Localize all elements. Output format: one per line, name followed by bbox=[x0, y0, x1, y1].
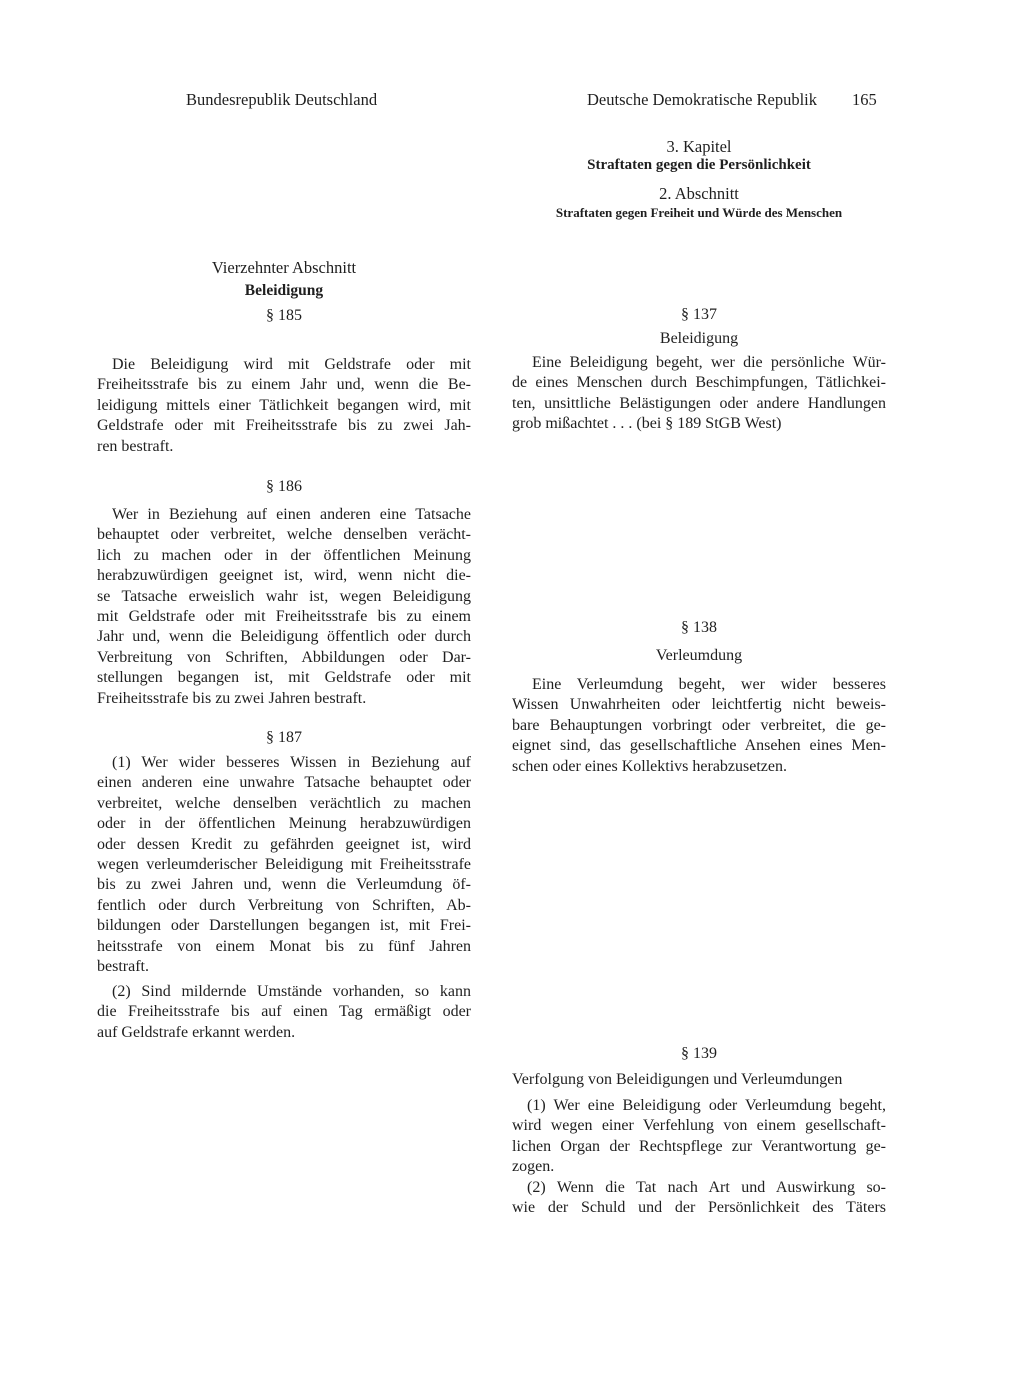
p139-para1 bbox=[512, 1096, 886, 1178]
text-line: Freiheitsstrafe bis zu zwei Jahren bestraft. bbox=[97, 689, 367, 707]
text-line: oder in der öffentlichen Meinung herabzuwürdigen bbox=[97, 815, 471, 833]
text-line: lichen Organ der Rechtspflege zur Verantwortung ge- bbox=[512, 1137, 886, 1155]
p139-para2 bbox=[512, 1178, 886, 1219]
p185-text bbox=[97, 355, 471, 457]
text-line: (2) Sind mildernde Umstände vorhanden, so kann bbox=[112, 983, 471, 1000]
text-line: eignet sind, das gesellschaftliche Ansehen eines Men- bbox=[512, 737, 886, 755]
text-line: schen oder eines Kollektivs herabzusetzen. bbox=[512, 757, 788, 775]
text-line: Freiheitsstrafe bis zu einem Jahr und, wenn die Be- bbox=[97, 376, 471, 394]
header-left: Bundesrepublik Deutschland bbox=[186, 90, 378, 109]
text-line: de eines Menschen durch Beschimpfungen, Tätlichkei- bbox=[512, 374, 886, 392]
p138-text bbox=[512, 675, 886, 777]
p187-para2 bbox=[97, 982, 471, 1043]
text-line: mit Geldstrafe oder mit Freiheitsstrafe bis zu einem bbox=[97, 608, 471, 626]
p187-heading: § 187 bbox=[266, 729, 302, 746]
p187-para1 bbox=[97, 753, 471, 977]
text-line: Wer in Beziehung auf einen anderen eine Tatsache bbox=[112, 506, 471, 523]
text-line: (1) Wer wider besseres Wissen in Beziehung auf bbox=[112, 754, 471, 771]
text-line: stellungen begangen ist, mit Geldstrafe oder mit bbox=[97, 669, 471, 687]
text-line: lich zu machen oder in der öffentlichen Meinung bbox=[97, 546, 471, 564]
p137-text bbox=[512, 353, 886, 435]
text-line: ren bestraft. bbox=[97, 437, 174, 455]
text-line: verbreitet, welche denselben verächtlich zu machen bbox=[97, 794, 471, 812]
section-number: 2. Abschnitt bbox=[659, 184, 739, 203]
text-line: behauptet oder verbreitet, welche denselben verächt- bbox=[97, 526, 471, 544]
text-line: herabzuwürdigen geeignet ist, wird, wenn nicht die- bbox=[97, 567, 471, 585]
text-line: Geldstrafe oder mit Freiheitsstrafe bis zu zwei Jah- bbox=[97, 417, 471, 435]
p138-heading: § 138 bbox=[681, 619, 717, 636]
text-line: einen anderen eine unwahre Tatsache behauptet oder bbox=[97, 774, 471, 792]
text-line: die Freiheitsstrafe bis auf einen Tag ermäßigt oder bbox=[97, 1003, 471, 1021]
text-line: bis zu zwei Jahren und, wenn die Verleumdung öf- bbox=[97, 876, 471, 894]
text-line: Eine Verleumdung begeht, wer wider besseres bbox=[532, 676, 886, 693]
chapter-number: 3. Kapitel bbox=[666, 137, 732, 156]
p186-heading: § 186 bbox=[266, 478, 302, 495]
text-line: bildungen oder Darstellungen begangen ist, mit Frei- bbox=[97, 917, 471, 935]
p139-heading: § 139 bbox=[681, 1045, 717, 1062]
text-line: (2) Wenn die Tat nach Art und Auswirkung so- bbox=[527, 1179, 886, 1196]
text-line: Jahr und, wenn die Beleidigung öffentlich oder durch bbox=[97, 628, 471, 646]
p185-heading: § 185 bbox=[266, 307, 302, 324]
text-line: fentlich oder durch Verbreitung von Schriften, Ab- bbox=[97, 896, 471, 914]
text-line: heitsstrafe von einem Monat bis zu fünf Jahren bbox=[97, 937, 471, 955]
p137-title: Beleidigung bbox=[659, 330, 739, 347]
text-line: Die Beleidigung wird mit Geldstrafe oder mit bbox=[112, 356, 471, 373]
p139-title: Verfolgung von Beleidigungen und Verleumdungen bbox=[512, 1071, 843, 1088]
p186-text bbox=[97, 505, 471, 709]
left-section-subtitle: Beleidigung bbox=[244, 282, 324, 299]
section-title: Straftaten gegen Freiheit und Würde des Menschen bbox=[555, 205, 843, 220]
text-line: bare Behauptungen vorbringt oder verbreitet, die ge- bbox=[512, 716, 886, 734]
text-line: grob mißachtet . . . (bei § 189 StGB West) bbox=[512, 415, 782, 433]
text-line: Eine Beleidigung begeht, wer die persönliche Wür- bbox=[532, 354, 886, 371]
text-line: oder dessen Kredit zu gefährden geeignet ist, wird bbox=[97, 835, 471, 853]
p137-heading: § 137 bbox=[681, 306, 717, 323]
text-line: wegen verleumderischer Beleidigung mit Freiheitsstrafe bbox=[97, 856, 471, 874]
chapter-title: Straftaten gegen die Persönlichkeit bbox=[587, 157, 811, 173]
text-line: Wissen Unwahrheiten oder leichtfertig nicht beweis- bbox=[512, 696, 886, 714]
header-right: Deutsche Demokratische Republik bbox=[587, 90, 818, 109]
text-line: leidigung mittels einer Tätlichkeit begangen wird, mit bbox=[97, 396, 471, 414]
text-line: se Tatsache erweislich wahr ist, wegen Beleidigung bbox=[97, 587, 471, 605]
left-section-title: Vierzehnter Abschnitt bbox=[211, 258, 357, 277]
text-line: auf Geldstrafe erkannt werden. bbox=[97, 1023, 296, 1041]
text-line: wie der Schuld und der Persönlichkeit des Täters bbox=[512, 1199, 886, 1217]
text-line: ten, unsittliche Belästigungen oder andere Handlungen bbox=[512, 394, 886, 412]
text-line: Verbreitung von Schriften, Abbildungen oder Dar- bbox=[97, 648, 471, 666]
text-line: wird wegen einer Verfehlung von einem gesellschaft- bbox=[512, 1117, 886, 1135]
text-line: (1) Wer eine Beleidigung oder Verleumdung begeht, bbox=[527, 1097, 886, 1114]
page-number: 165 bbox=[852, 90, 877, 109]
p138-title: Verleumdung bbox=[655, 647, 743, 664]
text-line: zogen. bbox=[512, 1158, 555, 1176]
text-line: bestraft. bbox=[97, 958, 149, 976]
